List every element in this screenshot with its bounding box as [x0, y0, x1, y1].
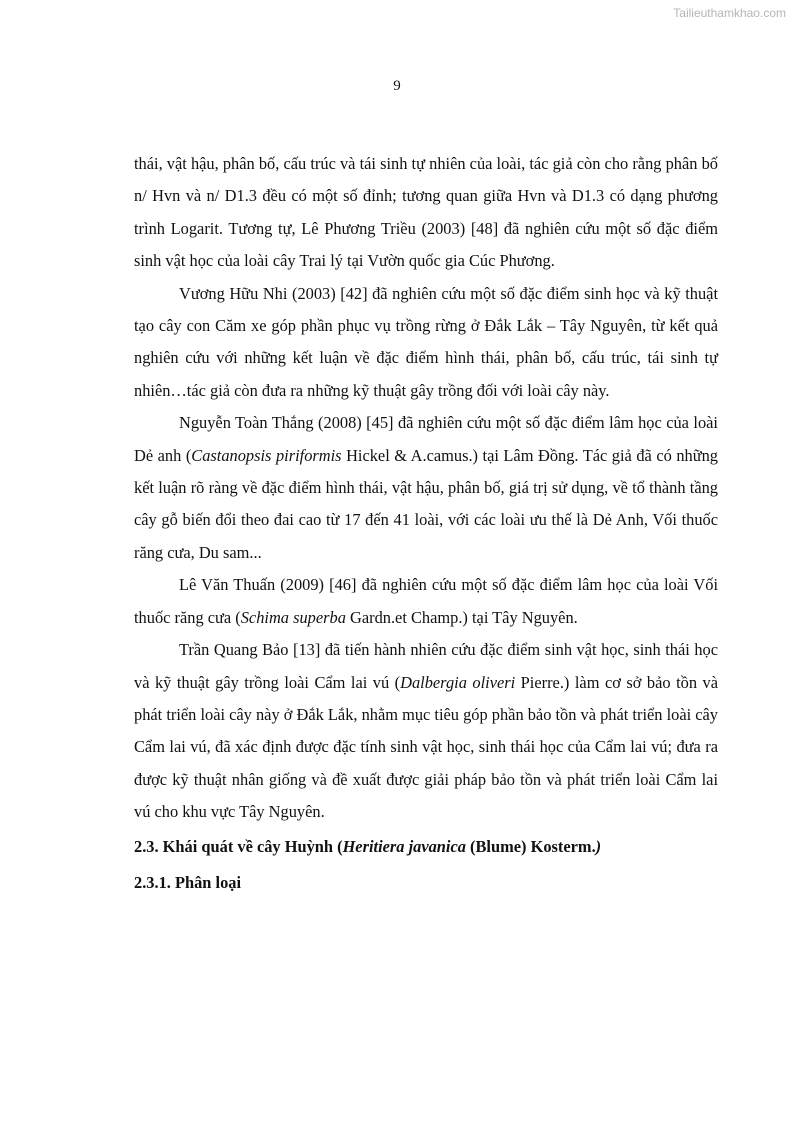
section-heading-2-3-1: 2.3.1. Phân loại — [134, 872, 242, 892]
species-name: Schima superba — [240, 607, 346, 627]
document-body — [134, 148, 718, 901]
paragraph-vuong-huu-nhi: Vương Hữu Nhi (2003) [42] đã nghiên cứu một số đặc điểm sinh học và kỹ thuật tạo cây con Căm xe góp phần phục vụ trồng rừng ở Đắk Lắk – Tây Nguyên, từ kết quả nghiên cứu với những kết luận về đặc điểm hình thái, phân bố, cấu trúc, tái sinh tự nhiên…tác giả còn đưa ra những kỹ thuật gây trồng đối với loài cây này. — [134, 283, 718, 400]
species-name: Castanopsis piriformis — [191, 445, 342, 465]
heading-species-name: Heritiera javanica — [342, 836, 466, 856]
paragraph-nguyen-toan-thang: Nguyễn Toàn Thắng (2008) [45] đã nghiên cứu một số đặc điểm lâm học của loài Dẻ anh (Castanopsis piriformis Hickel & A.camus.) tại Lâm Đồng. Tác giả đã có những kết luận rõ ràng về đặc điểm hình thái, vật hậu, phân bố, giá trị sử dụng, về tổ thành tầng cây gỗ biến đổi theo đai cao từ 17 đến 41 loài, với các loài ưu thế là Dẻ Anh, Vối thuốc răng cưa, Du sam... — [134, 413, 718, 562]
watermark: Tailieuthamkhao.com — [673, 6, 786, 20]
species-name: Dalbergia oliveri — [400, 672, 516, 692]
paragraph-continuation: thái, vật hậu, phân bố, cấu trúc và tái sinh tự nhiên của loài, tác giả còn cho rằng phân bố n/ Hvn và n/ D1.3 đều có một số đỉnh; tương quan giữa Hvn và D1.3 có dạng phương trình Logarit. Tương tự, Lê Phương Triều (2003) [48] đã nghiên cứu một số đặc điểm sinh vật học của loài cây Trai lý tại Vườn quốc gia Cúc Phương. — [134, 154, 718, 271]
paragraph-tran-quang-bao: Trần Quang Bảo [13] đã tiến hành nhiên cứu đặc điểm sinh vật học, sinh thái học và kỹ thuật gây trồng loài Cẩm lai vú (Dalbergia oliveri Pierre.) làm cơ sở bảo tồn và phát triển loài cây này ở Đắk Lắk, nhằm mục tiêu góp phần bảo tồn và phát triển loài cây Cẩm lai vú, đã xác định được đặc tính sinh vật học, sinh thái học của Cẩm lai vú; đưa ra được kỹ thuật nhân giống và đề xuất được giải pháp bảo tồn và phát triển loài Cẩm lai vú cho khu vực Tây Nguyên. — [134, 640, 718, 822]
page-number: 9 — [393, 78, 401, 94]
section-heading-2-3: 2.3. Khái quát về cây Huỳnh (Heritiera javanica (Blume) Kosterm.) — [134, 836, 602, 856]
paragraph-le-van-thuan: Lê Văn Thuấn (2009) [46] đã nghiên cứu một số đặc điểm lâm học của loài Vối thuốc răng cưa (Schima superba Gardn.et Champ.) tại Tây Nguyên. — [134, 575, 718, 627]
